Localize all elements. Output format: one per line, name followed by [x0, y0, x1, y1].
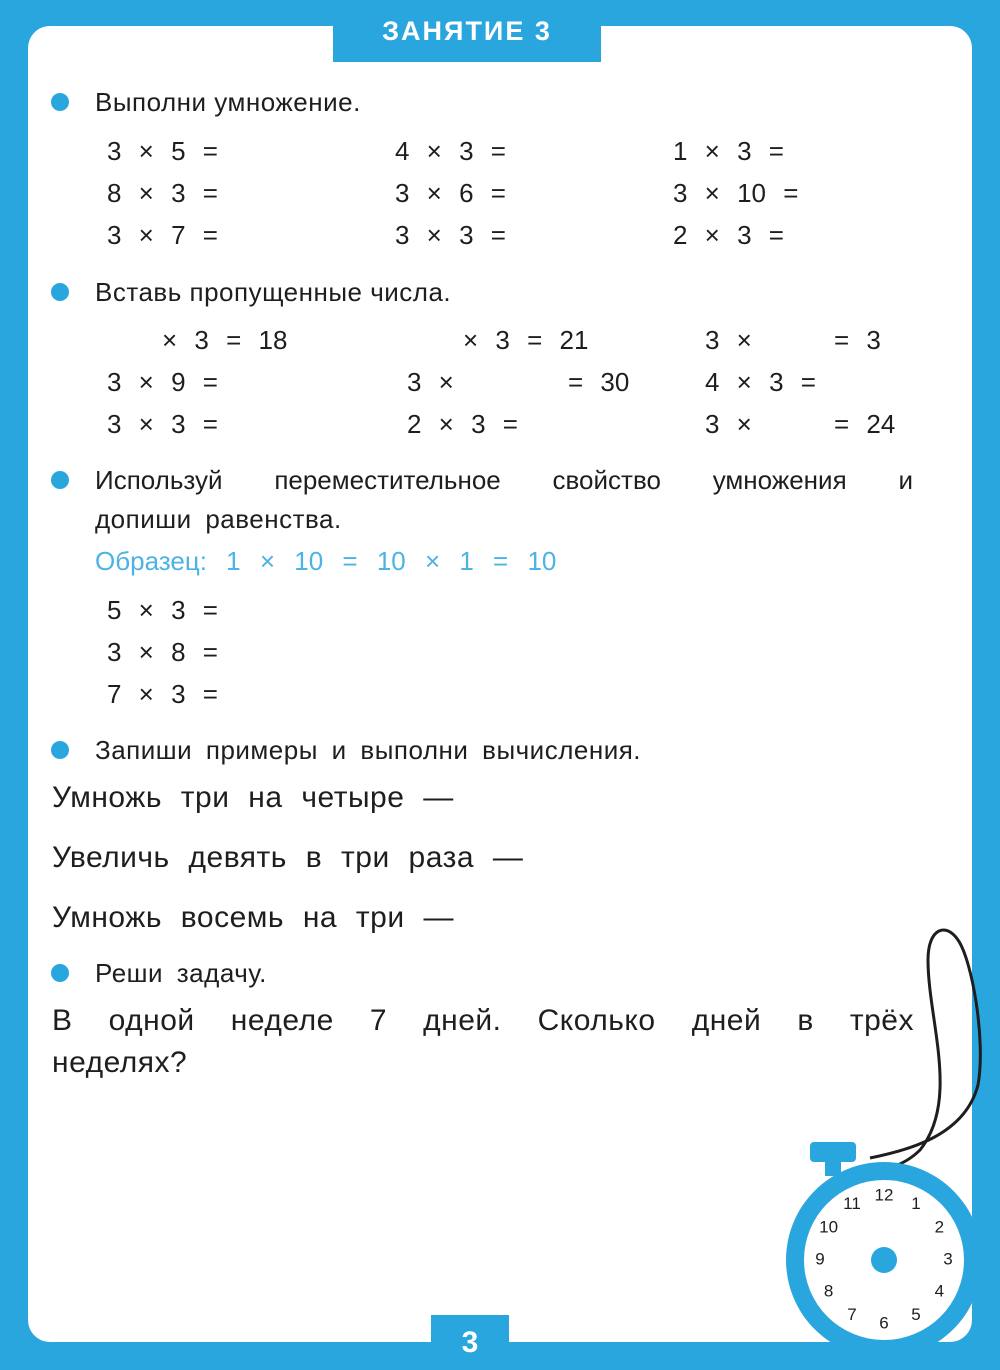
example-cell: 3 × 7 = — [107, 220, 218, 250]
bullet-icon — [51, 93, 69, 111]
problem-word: неделе — [230, 1004, 334, 1037]
instruction-word: свойство — [552, 465, 661, 495]
dial-number: 8 — [823, 1281, 834, 1301]
page-number: 3 — [431, 1315, 509, 1370]
bullet-icon — [51, 741, 69, 759]
instruction-word: и — [898, 465, 913, 495]
example-cell: = 3 — [834, 325, 881, 355]
example-cell: 7 × 3 = — [107, 679, 218, 709]
dial-number: 2 — [934, 1217, 945, 1237]
instruction-missing-numbers: Вставь пропущенные числа. — [95, 277, 452, 307]
example-cell: 1 × 3 = — [673, 136, 784, 166]
bullet-icon — [51, 471, 69, 489]
lesson-title: ЗАНЯТИЕ 3 — [333, 0, 601, 62]
example-cell: 3 × 10 = — [673, 178, 799, 208]
example-cell: × 3 = 18 — [162, 325, 288, 355]
example-cell: 3 × — [705, 409, 752, 439]
example-cell: 5 × 3 = — [107, 595, 218, 625]
dial-number: 9 — [815, 1249, 825, 1269]
example-cell: = 24 — [834, 409, 896, 439]
dial-number: 12 — [874, 1185, 894, 1205]
problem-word: дней — [691, 1004, 762, 1037]
instruction-commutative — [95, 467, 913, 493]
example-cell: × 3 = 21 — [463, 325, 589, 355]
problem-word: 7 — [369, 1004, 388, 1037]
problem-word: Сколько — [537, 1004, 656, 1037]
example-cell: 8 × 3 = — [107, 178, 218, 208]
instruction-word: умножения — [712, 465, 847, 495]
problem-text-line2: неделях? — [52, 1046, 188, 1079]
example-cell: 3 × 6 = — [395, 178, 506, 208]
instruction-solve: Реши задачу. — [95, 958, 267, 988]
example-cell: 3 × — [407, 367, 454, 397]
dial-number: 1 — [911, 1194, 921, 1214]
dial-number: 11 — [843, 1194, 861, 1214]
problem-word: одной — [108, 1004, 195, 1037]
dial-number: 6 — [879, 1313, 889, 1333]
example-cell: 3 × 5 = — [107, 136, 218, 166]
word-problem-line: Умножь восемь на три — — [52, 901, 454, 934]
instruction-word: переместительное — [274, 465, 501, 495]
dial-number: 4 — [934, 1281, 945, 1301]
instruction-multiply: Выполни умножение. — [95, 87, 361, 117]
example-cell: 4 × 3 = — [705, 367, 816, 397]
example-cell: 2 × 3 = — [407, 409, 518, 439]
example-cell: 4 × 3 = — [395, 136, 506, 166]
dial-number: 7 — [847, 1304, 857, 1324]
example-cell: 3 × 9 = — [107, 367, 218, 397]
bullet-icon — [51, 964, 69, 982]
example-cell: 3 × 3 = — [107, 409, 218, 439]
example-cell: = 30 — [568, 367, 630, 397]
example-cell: 3 × 8 = — [107, 637, 218, 667]
problem-word: дней. — [423, 1004, 502, 1037]
instruction-commutative-line2: допиши равенства. — [95, 504, 342, 534]
stopwatch-icon — [760, 920, 1000, 1370]
bullet-icon — [51, 283, 69, 301]
dial-number: 5 — [911, 1304, 921, 1324]
stopwatch-center — [871, 1247, 897, 1273]
word-problem-line: Увеличь девять в три раза — — [52, 841, 524, 874]
problem-word: трёх — [849, 1004, 914, 1037]
problem-word: В — [52, 1004, 73, 1037]
example-cell: 2 × 3 = — [673, 220, 784, 250]
stopwatch-strap — [856, 930, 980, 1171]
dial-number: 3 — [943, 1249, 953, 1269]
example-cell: 3 × 3 = — [395, 220, 506, 250]
problem-word: в — [797, 1004, 814, 1037]
example-cell: 3 × — [705, 325, 752, 355]
sample-example: Образец: 1 × 10 = 10 × 1 = 10 — [95, 546, 557, 576]
word-problem-line: Умножь три на четыре — — [52, 781, 454, 814]
instruction-word: Используй — [95, 465, 223, 495]
dial-number: 10 — [819, 1217, 839, 1237]
instruction-write-examples: Запиши примеры и выполни вычисления. — [95, 735, 642, 765]
